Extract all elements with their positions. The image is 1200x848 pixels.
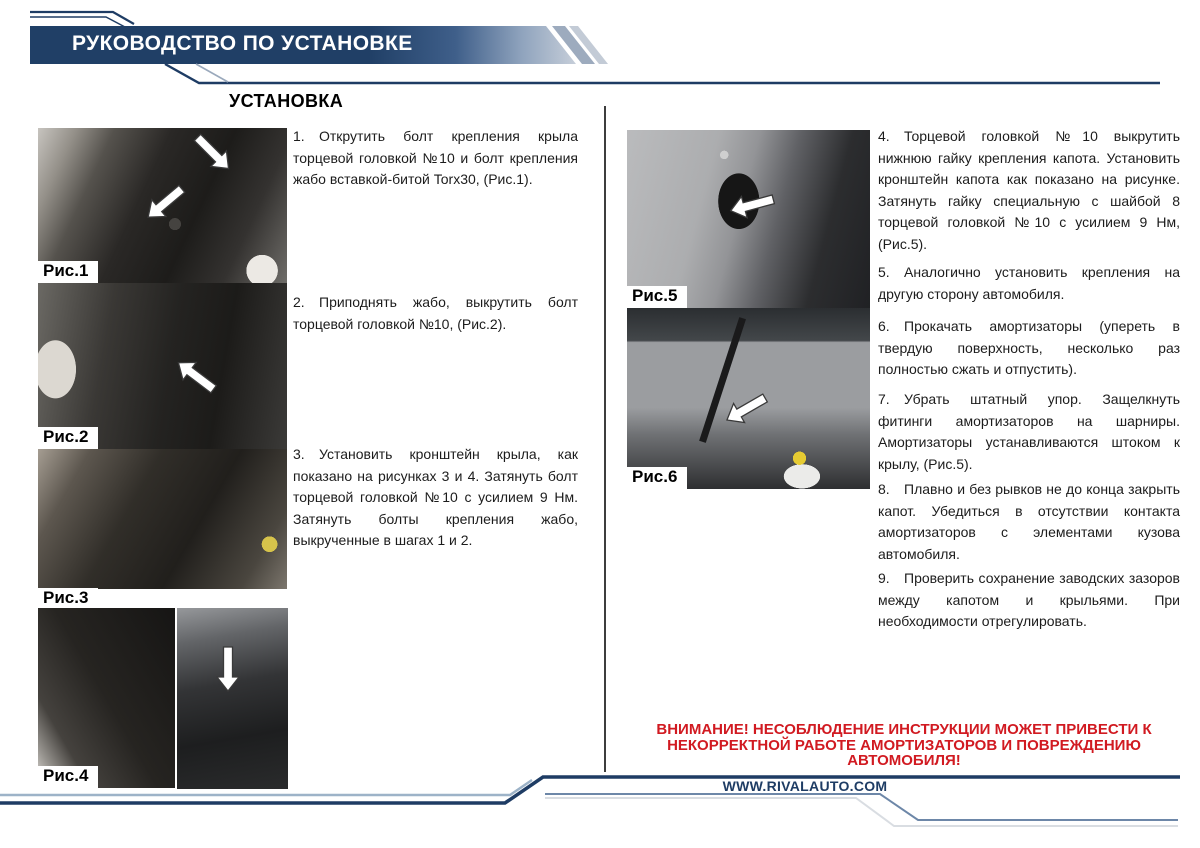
arrow-down-left-icon [139, 178, 191, 227]
figure-1-photo [38, 128, 287, 283]
step-3-text: Установить кронштейн крыла, как показано на рисунках 3 и 4. Затянуть болт торцевой головкой №10 с усилием 9 Нм. Затянуть болты крепления жабо, выкрученные в шагах 1 и 2. [293, 446, 578, 548]
step-2 [293, 292, 578, 335]
arrow-down-right-icon [188, 128, 239, 179]
step-4 [878, 126, 1180, 255]
figure-2-label: Рис.2 [38, 427, 98, 449]
arrow-down-icon [215, 646, 241, 692]
step-6-text: Прокачать амортизаторы (упереть в твердую поверхность, несколько раз полностью сжать и отпустить). [878, 318, 1180, 377]
step-3-number: 3. [293, 446, 305, 462]
step-4-text: Торцевой головкой №10 выкрутить нижнюю гайку крепления капота. Установить кронштейн капота как показано на рисунке. Затянуть гайку специальную с шайбой 8 торцевой головкой №10 с усилием 9 Нм, (Рис.5). [878, 128, 1180, 252]
arrow-up-left-icon [170, 352, 222, 400]
figure-4-photo-right [177, 608, 288, 789]
step-1 [293, 126, 578, 191]
figure-4-photo-left [38, 608, 175, 788]
figure-2-photo [38, 283, 287, 449]
arrow-down-left-icon [720, 386, 773, 432]
step-5-text: Аналогично установить крепления на другую сторону автомобиля. [878, 264, 1180, 302]
figure-4-label: Рис.4 [38, 766, 98, 788]
column-divider [604, 106, 606, 772]
step-7-text: Убрать штатный упор. Защелкнуть фитинги амортизаторов на шарниры. Амортизаторы устанавливаются штоком к крылу, (Рис.5). [878, 391, 1180, 472]
figure-3-label: Рис.3 [38, 588, 98, 610]
figure-6-photo [627, 308, 870, 489]
step-4-number: 4. [878, 128, 890, 144]
step-8 [878, 479, 1180, 565]
arrow-left-icon [726, 186, 777, 223]
warning-text [628, 722, 1180, 769]
step-1-text: Открутить болт крепления крыла торцевой головкой №10 и болт крепления жабо вставкой-битой Torx30, (Рис.1). [293, 128, 578, 187]
step-9 [878, 568, 1180, 633]
section-title: УСТАНОВКА [229, 91, 344, 111]
step-2-number: 2. [293, 294, 305, 310]
warning-line-2: НЕКОРРЕКТНОЙ РАБОТЕ АМОРТИЗАТОРОВ И ПОВРЕЖДЕНИЮ [667, 736, 1141, 754]
step-5 [878, 262, 1180, 305]
figure-5-label: Рис.5 [627, 286, 687, 308]
step-6-number: 6. [878, 318, 890, 334]
step-7-number: 7. [878, 391, 890, 407]
step-3 [293, 444, 578, 552]
footer-website: WWW.RIVALAUTO.COM [722, 778, 888, 794]
step-8-text: Плавно и без рывков не до конца закрыть капот. Убедиться в отсутствии контакта амортизаторов с элементами кузова автомобиля. [878, 481, 1180, 562]
step-9-text: Проверить сохранение заводских зазоров между капотом и крыльями. При необходимости отрегулировать. [878, 570, 1180, 629]
page-title: РУКОВОДСТВО ПО УСТАНОВКЕ [72, 32, 413, 55]
figure-1-label: Рис.1 [38, 261, 98, 283]
step-2-text: Приподнять жабо, выкрутить болт торцевой головкой №10, (Рис.2). [293, 294, 578, 332]
figure-5-photo [627, 130, 870, 308]
warning-line-3: АВТОМОБИЛЯ! [847, 752, 961, 769]
figure-3-photo [38, 449, 287, 607]
figure-6-label: Рис.6 [627, 467, 687, 489]
step-9-number: 9. [878, 570, 890, 586]
step-5-number: 5. [878, 264, 890, 280]
warning-line-1: ВНИМАНИЕ! НЕСОБЛЮДЕНИЕ ИНСТРУКЦИИ МОЖЕТ ПРИВЕСТИ К [656, 721, 1152, 738]
step-7 [878, 389, 1180, 475]
step-6 [878, 316, 1180, 381]
step-1-number: 1. [293, 128, 305, 144]
step-8-number: 8. [878, 481, 890, 497]
